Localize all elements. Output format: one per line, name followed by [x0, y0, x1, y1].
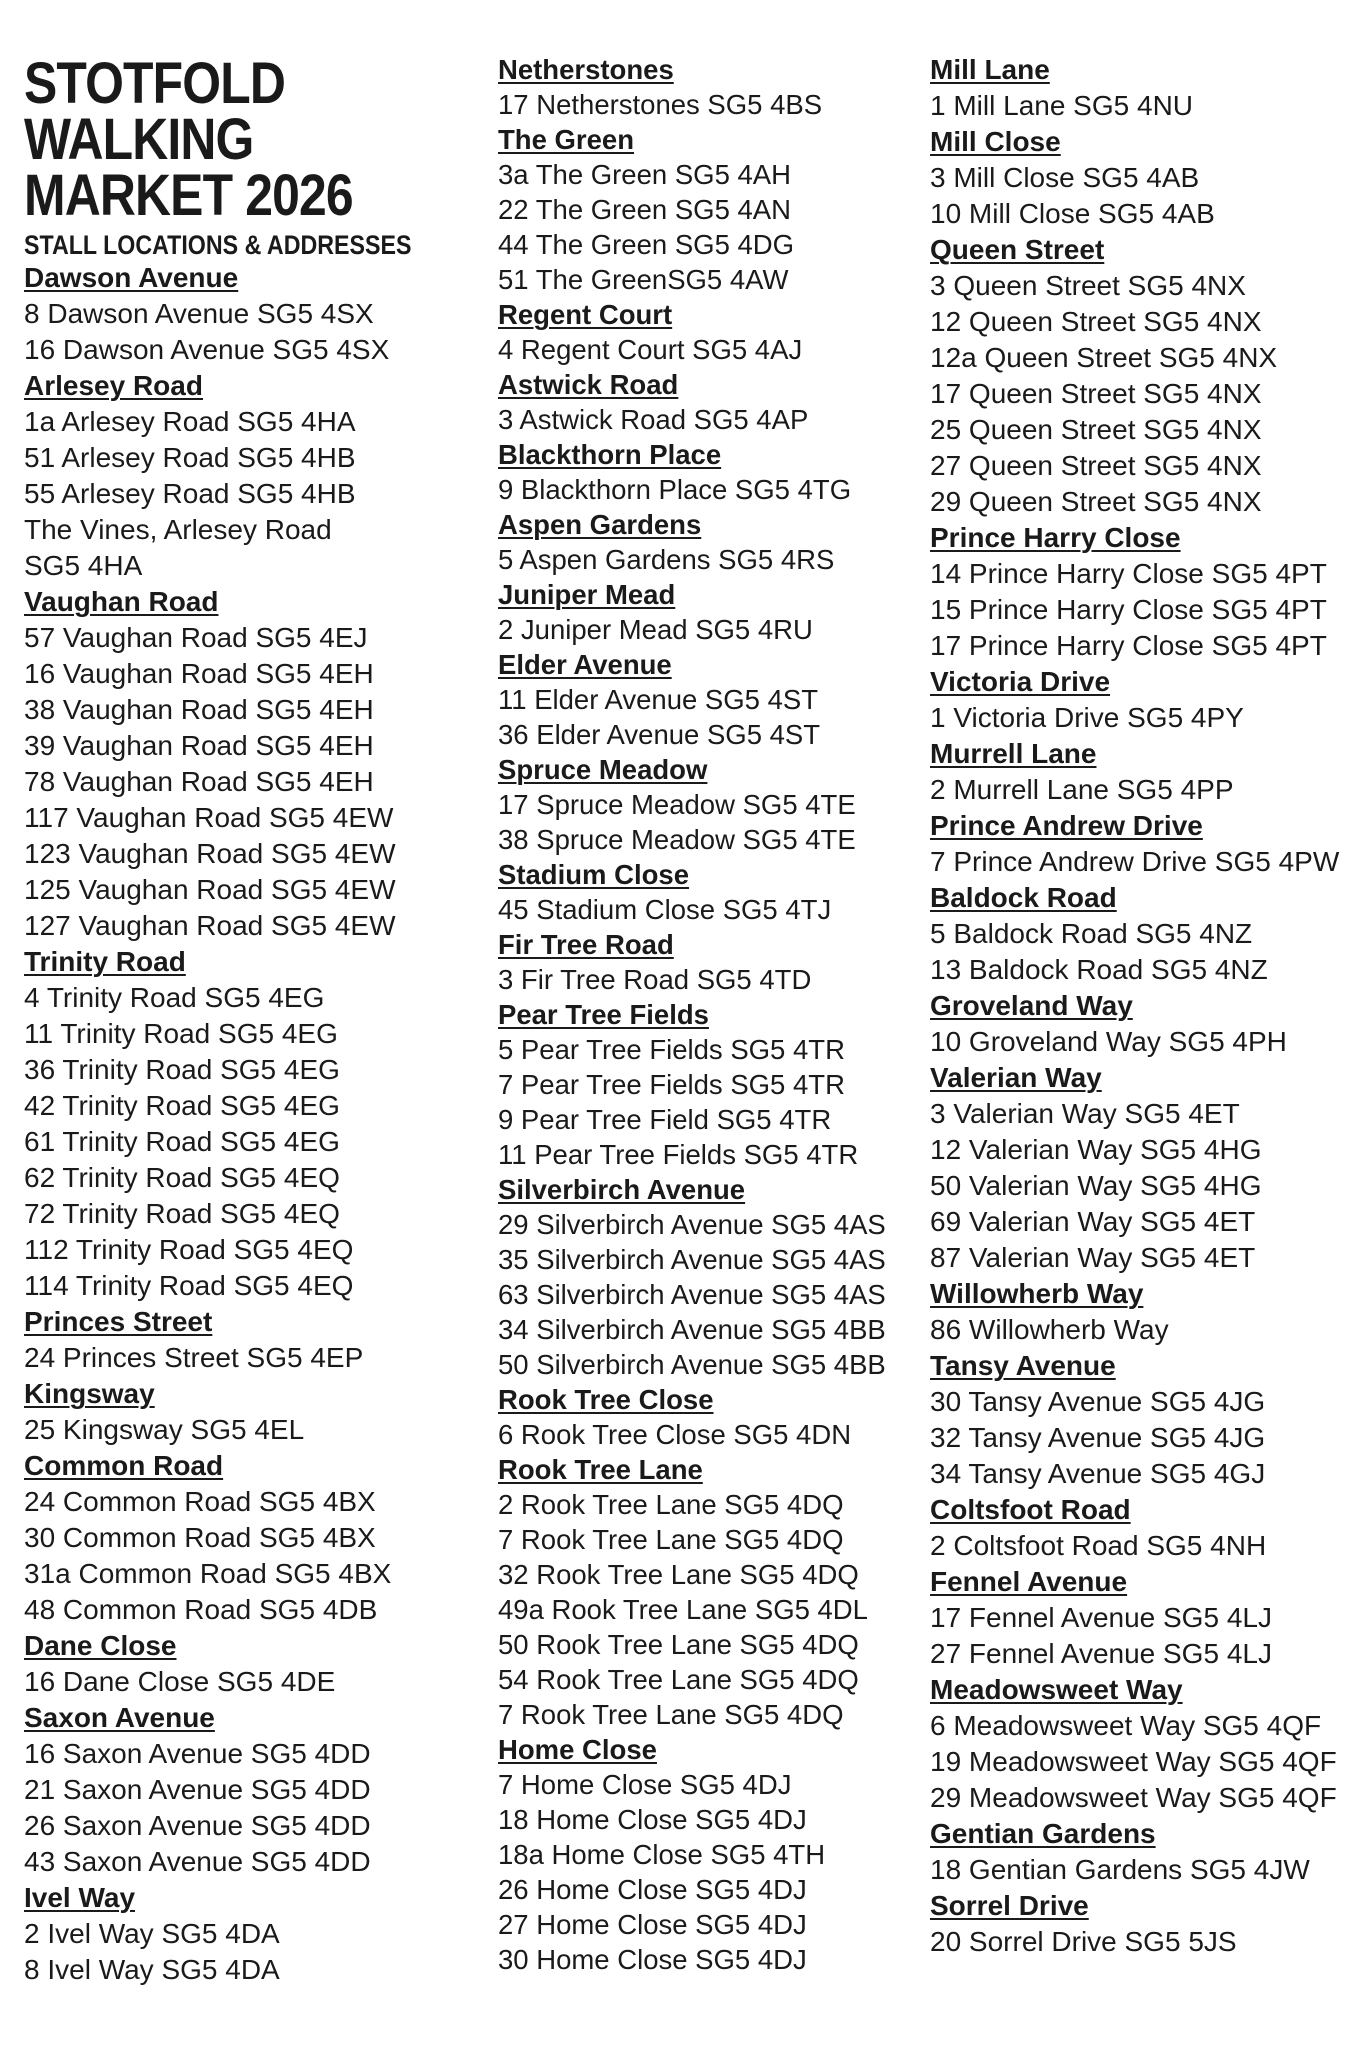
address-line: 10 Groveland Way SG5 4PH: [930, 1026, 1287, 1057]
address-line: 63 Silverbirch Avenue SG5 4AS: [498, 1279, 886, 1310]
address-line: 12a Queen Street SG5 4NX: [930, 342, 1278, 373]
address-line: 21 Saxon Avenue SG5 4DD: [24, 1774, 371, 1805]
street-name: Trinity Road: [24, 946, 186, 977]
street-name: Prince Andrew Drive: [930, 810, 1203, 841]
street-list: [498, 52, 898, 1977]
address-line: 117 Vaughan Road SG5 4EW: [24, 802, 394, 833]
address-line: 2 Ivel Way SG5 4DA: [24, 1918, 280, 1949]
street-name: Groveland Way: [930, 990, 1133, 1021]
address-line: 5 Aspen Gardens SG5 4RS: [498, 544, 835, 575]
street-name: Fennel Avenue: [930, 1566, 1128, 1597]
address-line: 14 Prince Harry Close SG5 4PT: [930, 558, 1327, 589]
street-name: Murrell Lane: [930, 738, 1097, 769]
street-block: [930, 1492, 1340, 1564]
street-block: [498, 1732, 898, 1977]
address-line: 4 Regent Court SG5 4AJ: [498, 334, 803, 365]
address-line: 3 Fir Tree Road SG5 4TD: [498, 964, 812, 995]
street-name: Netherstones: [498, 54, 674, 85]
address-line: 25 Queen Street SG5 4NX: [930, 414, 1262, 445]
street-block: [498, 122, 898, 297]
address-line: 12 Queen Street SG5 4NX: [930, 306, 1262, 337]
street-name: Common Road: [24, 1450, 224, 1481]
address-line: 127 Vaughan Road SG5 4EW: [24, 910, 396, 941]
address-line: 3 Astwick Road SG5 4AP: [498, 404, 809, 435]
street-block: [498, 1382, 898, 1452]
address-line: 55 Arlesey Road SG5 4HB: [24, 478, 356, 509]
address-line: 48 Common Road SG5 4DB: [24, 1594, 378, 1625]
address-line: 2 Murrell Lane SG5 4PP: [930, 774, 1234, 805]
address-line: 72 Trinity Road SG5 4EQ: [24, 1198, 340, 1229]
address-line: 87 Valerian Way SG5 4ET: [930, 1242, 1256, 1273]
street-block: [24, 584, 464, 944]
page-title: STOTFOLD WALKING MARKET 2026: [24, 51, 353, 228]
address-line: 50 Silverbirch Avenue SG5 4BB: [498, 1349, 886, 1380]
address-line: 7 Rook Tree Lane SG5 4DQ: [498, 1699, 844, 1730]
street-block: [930, 232, 1340, 520]
street-name: Mill Lane: [930, 54, 1050, 85]
address-line: 50 Valerian Way SG5 4HG: [930, 1170, 1262, 1201]
street-block: [498, 437, 898, 507]
address-line: 26 Saxon Avenue SG5 4DD: [24, 1810, 371, 1841]
street-name: Stadium Close: [498, 859, 690, 890]
street-name: Tansy Avenue: [930, 1350, 1116, 1381]
address-line: 31a Common Road SG5 4BX: [24, 1558, 392, 1589]
address-line: 114 Trinity Road SG5 4EQ: [24, 1270, 354, 1301]
address-line: 51 Arlesey Road SG5 4HB: [24, 442, 356, 473]
street-block: [498, 752, 898, 857]
address-line: 125 Vaughan Road SG5 4EW: [24, 874, 396, 905]
street-name: Baldock Road: [930, 882, 1117, 913]
street-block: [930, 52, 1340, 124]
address-line: 29 Queen Street SG5 4NX: [930, 486, 1262, 517]
address-line: 29 Meadowsweet Way SG5 4QF: [930, 1782, 1337, 1813]
address-line: 6 Meadowsweet Way SG5 4QF: [930, 1710, 1322, 1741]
street-name: Meadowsweet Way: [930, 1674, 1183, 1705]
address-line: 17 Netherstones SG5 4BS: [498, 89, 823, 120]
address-line: 2 Coltsfoot Road SG5 4NH: [930, 1530, 1267, 1561]
street-name: Regent Court: [498, 299, 673, 330]
address-line: 27 Queen Street SG5 4NX: [930, 450, 1262, 481]
address-line: 6 Rook Tree Close SG5 4DN: [498, 1419, 852, 1450]
address-line: 57 Vaughan Road SG5 4EJ: [24, 622, 368, 653]
address-line: 3 Mill Close SG5 4AB: [930, 162, 1200, 193]
address-line: 34 Silverbirch Avenue SG5 4BB: [498, 1314, 886, 1345]
address-line: 16 Saxon Avenue SG5 4DD: [24, 1738, 371, 1769]
address-line: 45 Stadium Close SG5 4TJ: [498, 894, 832, 925]
street-name: Juniper Mead: [498, 579, 676, 610]
street-name: Sorrel Drive: [930, 1890, 1089, 1921]
street-name: Dane Close: [24, 1630, 177, 1661]
street-block: [498, 297, 898, 367]
address-line: 9 Blackthorn Place SG5 4TG: [498, 474, 852, 505]
address-line: 1 Victoria Drive SG5 4PY: [930, 702, 1244, 733]
street-block: [498, 577, 898, 647]
street-block: [498, 367, 898, 437]
street-block: [930, 1816, 1340, 1888]
column-3: [930, 52, 1340, 1960]
street-name: Mill Close: [930, 126, 1061, 157]
street-name: Kingsway: [24, 1378, 155, 1409]
address-line: 5 Baldock Road SG5 4NZ: [930, 918, 1253, 949]
address-line: 27 Home Close SG5 4DJ: [498, 1909, 807, 1940]
street-name: The Green: [498, 124, 635, 155]
street-block: [498, 507, 898, 577]
street-list: [930, 52, 1340, 1960]
address-line: 3 Valerian Way SG5 4ET: [930, 1098, 1240, 1129]
street-block: [498, 997, 898, 1172]
address-line: 62 Trinity Road SG5 4EQ: [24, 1162, 340, 1193]
address-line: 35 Silverbirch Avenue SG5 4AS: [498, 1244, 886, 1275]
address-line: 44 The Green SG5 4DG: [498, 229, 795, 260]
address-line: 38 Spruce Meadow SG5 4TE: [498, 824, 856, 855]
street-name: Queen Street: [930, 234, 1105, 265]
address-line: 18 Home Close SG5 4DJ: [498, 1804, 807, 1835]
street-block: [930, 1276, 1340, 1348]
address-line: 34 Tansy Avenue SG5 4GJ: [930, 1458, 1266, 1489]
street-name: Princes Street: [24, 1306, 213, 1337]
street-name: Aspen Gardens: [498, 509, 702, 540]
street-name: Spruce Meadow: [498, 754, 708, 785]
street-name: Valerian Way: [930, 1062, 1102, 1093]
address-line: 12 Valerian Way SG5 4HG: [930, 1134, 1262, 1165]
address-line: 26 Home Close SG5 4DJ: [498, 1874, 807, 1905]
address-line: 36 Elder Avenue SG5 4ST: [498, 719, 821, 750]
address-line: 16 Dawson Avenue SG5 4SX: [24, 334, 390, 365]
street-block: [930, 736, 1340, 808]
address-line: 16 Dane Close SG5 4DE: [24, 1666, 336, 1697]
address-line: 69 Valerian Way SG5 4ET: [930, 1206, 1256, 1237]
address-line: 3a The Green SG5 4AH: [498, 159, 791, 190]
street-block: [24, 1448, 464, 1628]
street-name: Coltsfoot Road: [930, 1494, 1131, 1525]
address-line: 24 Princes Street SG5 4EP: [24, 1342, 364, 1373]
address-line: 11 Elder Avenue SG5 4ST: [498, 684, 819, 715]
address-line: 38 Vaughan Road SG5 4EH: [24, 694, 374, 725]
address-line: 7 Prince Andrew Drive SG5 4PW: [930, 846, 1340, 877]
street-block: [24, 1376, 464, 1448]
address-line: 30 Home Close SG5 4DJ: [498, 1944, 807, 1975]
street-block: [498, 857, 898, 927]
address-line: 51 The GreenSG5 4AW: [498, 264, 789, 295]
column-2: [498, 52, 898, 1977]
address-line: 30 Tansy Avenue SG5 4JG: [930, 1386, 1266, 1417]
page-subtitle: STALL LOCATIONS & ADDRESSES: [24, 230, 412, 260]
street-block: [930, 880, 1340, 988]
address-line: 18a Home Close SG5 4TH: [498, 1839, 826, 1870]
street-block: [930, 124, 1340, 232]
address-line: 61 Trinity Road SG5 4EG: [24, 1126, 340, 1157]
street-block: [498, 1452, 898, 1732]
address-line: 18 Gentian Gardens SG5 4JW: [930, 1854, 1310, 1885]
address-line: 11 Pear Tree Fields SG5 4TR: [498, 1139, 859, 1170]
address-line: 20 Sorrel Drive SG5 5JS: [930, 1926, 1237, 1957]
street-block: [930, 988, 1340, 1060]
address-line: 25 Kingsway SG5 4EL: [24, 1414, 305, 1445]
street-block: [24, 944, 464, 1304]
address-line: 112 Trinity Road SG5 4EQ: [24, 1234, 354, 1265]
address-line: The Vines, Arlesey Road SG5 4HA: [24, 514, 332, 581]
street-block: [930, 808, 1340, 880]
address-line: 17 Fennel Avenue SG5 4LJ: [930, 1602, 1272, 1633]
street-block: [24, 1628, 464, 1700]
street-name: Home Close: [498, 1734, 657, 1765]
address-line: 39 Vaughan Road SG5 4EH: [24, 730, 374, 761]
address-line: 78 Vaughan Road SG5 4EH: [24, 766, 374, 797]
address-line: 43 Saxon Avenue SG5 4DD: [24, 1846, 371, 1877]
street-name: Victoria Drive: [930, 666, 1111, 697]
address-line: 17 Prince Harry Close SG5 4PT: [930, 630, 1327, 661]
address-line: 27 Fennel Avenue SG5 4LJ: [930, 1638, 1272, 1669]
address-line: 1a Arlesey Road SG5 4HA: [24, 406, 356, 437]
street-block: [24, 1700, 464, 1880]
address-line: 86 Willowherb Way: [930, 1314, 1169, 1345]
street-name: Arlesey Road: [24, 370, 203, 401]
street-block: [930, 1348, 1340, 1492]
address-line: 32 Tansy Avenue SG5 4JG: [930, 1422, 1266, 1453]
street-block: [24, 368, 464, 584]
street-block: [930, 664, 1340, 736]
address-line: 2 Rook Tree Lane SG5 4DQ: [498, 1489, 844, 1520]
address-line: 24 Common Road SG5 4BX: [24, 1486, 376, 1517]
street-list: [24, 260, 464, 1988]
street-name: Silverbirch Avenue: [498, 1174, 746, 1205]
address-line: 30 Common Road SG5 4BX: [24, 1522, 376, 1553]
address-line: 7 Pear Tree Fields SG5 4TR: [498, 1069, 845, 1100]
address-line: 42 Trinity Road SG5 4EG: [24, 1090, 340, 1121]
street-block: [930, 1672, 1340, 1816]
address-line: 29 Silverbirch Avenue SG5 4AS: [498, 1209, 886, 1240]
street-name: Saxon Avenue: [24, 1702, 215, 1733]
street-name: Blackthorn Place: [498, 439, 722, 470]
address-line: 4 Trinity Road SG5 4EG: [24, 982, 325, 1013]
address-line: 9 Pear Tree Field SG5 4TR: [498, 1104, 832, 1135]
address-line: 19 Meadowsweet Way SG5 4QF: [930, 1746, 1337, 1777]
street-block: [24, 260, 464, 368]
street-name: Rook Tree Close: [498, 1384, 714, 1415]
address-line: 11 Trinity Road SG5 4EG: [24, 1018, 338, 1049]
street-block: [24, 1304, 464, 1376]
column-1: [24, 52, 464, 1988]
address-line: 49a Rook Tree Lane SG5 4DL: [498, 1594, 868, 1625]
street-block: [24, 1880, 464, 1988]
address-line: 2 Juniper Mead SG5 4RU: [498, 614, 813, 645]
street-name: Dawson Avenue: [24, 262, 239, 293]
street-block: [498, 647, 898, 752]
street-name: Willowherb Way: [930, 1278, 1144, 1309]
street-name: Pear Tree Fields: [498, 999, 709, 1030]
address-line: 8 Ivel Way SG5 4DA: [24, 1954, 280, 1985]
address-line: 16 Vaughan Road SG5 4EH: [24, 658, 374, 689]
street-block: [498, 1172, 898, 1382]
street-block: [930, 1060, 1340, 1276]
address-line: 7 Rook Tree Lane SG5 4DQ: [498, 1524, 844, 1555]
address-line: 5 Pear Tree Fields SG5 4TR: [498, 1034, 845, 1065]
street-name: Gentian Gardens: [930, 1818, 1156, 1849]
address-line: 3 Queen Street SG5 4NX: [930, 270, 1246, 301]
address-line: 7 Home Close SG5 4DJ: [498, 1769, 792, 1800]
address-line: 15 Prince Harry Close SG5 4PT: [930, 594, 1327, 625]
street-block: [930, 1564, 1340, 1672]
street-name: Rook Tree Lane: [498, 1454, 703, 1485]
address-line: 54 Rook Tree Lane SG5 4DQ: [498, 1664, 859, 1695]
street-name: Elder Avenue: [498, 649, 672, 680]
street-name: Prince Harry Close: [930, 522, 1181, 553]
street-name: Astwick Road: [498, 369, 679, 400]
address-line: 8 Dawson Avenue SG5 4SX: [24, 298, 374, 329]
street-block: [930, 1888, 1340, 1960]
address-line: 36 Trinity Road SG5 4EG: [24, 1054, 340, 1085]
address-line: 22 The Green SG5 4AN: [498, 194, 791, 225]
address-line: 123 Vaughan Road SG5 4EW: [24, 838, 396, 869]
street-block: [930, 520, 1340, 664]
address-line: 50 Rook Tree Lane SG5 4DQ: [498, 1629, 859, 1660]
street-name: Fir Tree Road: [498, 929, 674, 960]
address-line: 1 Mill Lane SG5 4NU: [930, 90, 1194, 121]
address-line: 13 Baldock Road SG5 4NZ: [930, 954, 1268, 985]
street-block: [498, 52, 898, 122]
address-line: 10 Mill Close SG5 4AB: [930, 198, 1215, 229]
address-line: 17 Queen Street SG5 4NX: [930, 378, 1262, 409]
address-line: 17 Spruce Meadow SG5 4TE: [498, 789, 856, 820]
street-name: Vaughan Road: [24, 586, 219, 617]
address-line: 32 Rook Tree Lane SG5 4DQ: [498, 1559, 859, 1590]
street-block: [498, 927, 898, 997]
street-name: Ivel Way: [24, 1882, 136, 1913]
